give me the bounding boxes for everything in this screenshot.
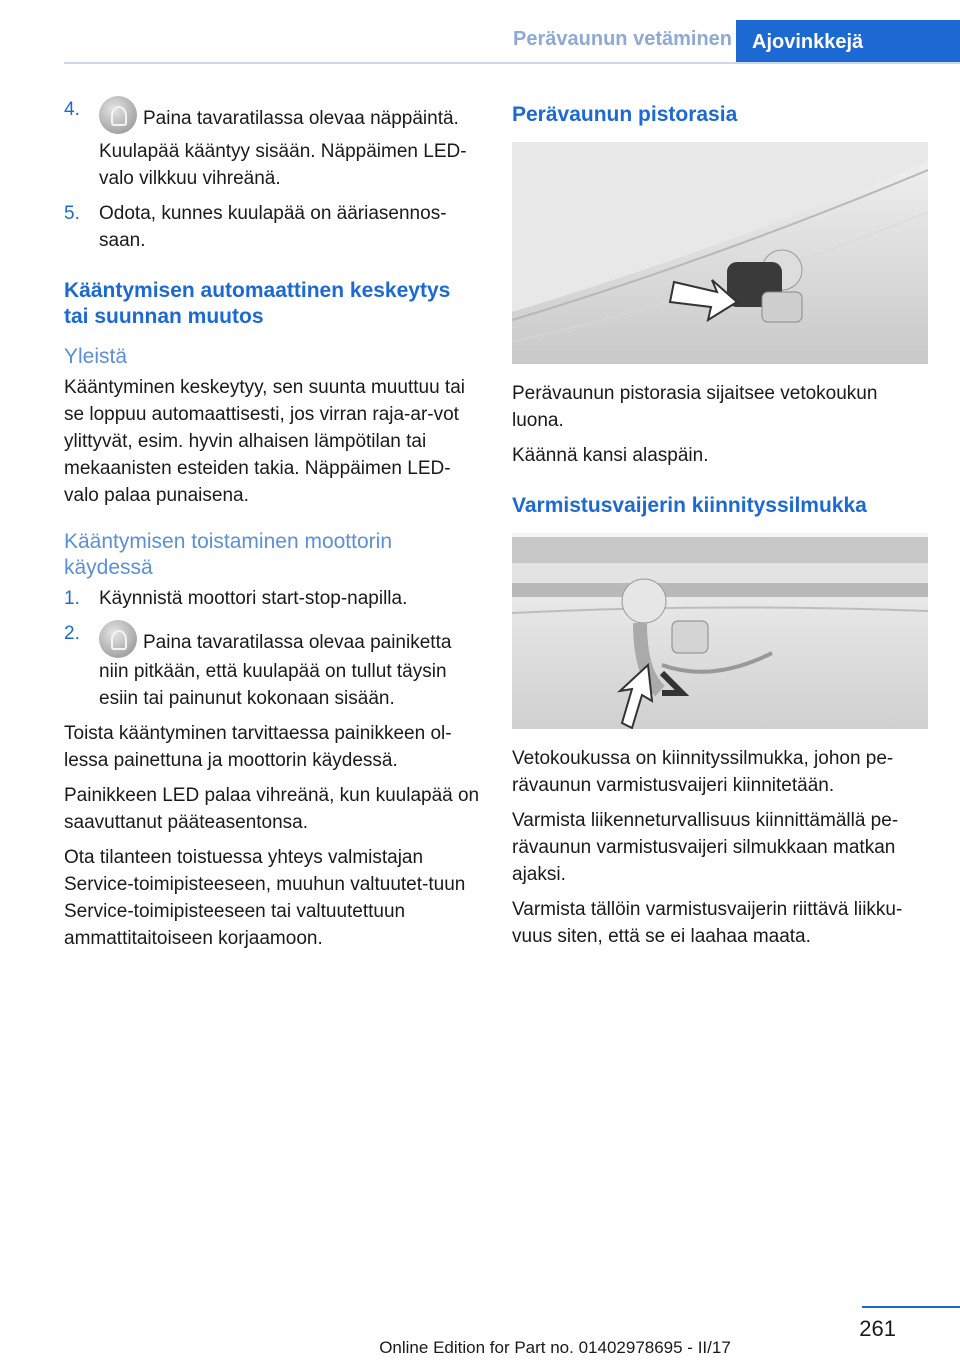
heading-trailer-socket: Perävaunun pistorasia <box>512 103 738 126</box>
heading-auto-interrupt: Kääntymisen automaattinen keskeytys tai suunnan muutos <box>64 279 451 328</box>
paragraph-general: Kääntyminen keskeytyy, sen suunta muuttuu tai se loppuu automaattisesti, jos virran raja-ar-vot ylittyvät, esim. hyvin alhaisen lämpötilan tai mekaanisten esteiden takia. Näppäimen LED-valo palaa punaisena. <box>64 377 465 506</box>
step-4 <box>64 96 480 192</box>
paragraph-safety: Varmista liikenneturvallisuus kiinnittämällä pe-rävaunun varmistusvaijeri silmukkaan matkan ajaksi. <box>512 810 899 885</box>
header-rule <box>64 62 960 64</box>
paragraph-socket-location: Perävaunun pistorasia sijaitsee vetokoukun luona. <box>512 383 878 431</box>
step-2 <box>64 620 480 712</box>
right-column <box>512 96 928 958</box>
paragraph-eyelet: Vetokoukussa on kiinnityssilmukka, johon pe-rävaunun varmistusvaijeri kiinnitetään. <box>512 748 894 796</box>
header-section-title: Perävaunun vetäminen <box>513 28 732 50</box>
trailer-socket-illustration <box>512 142 928 364</box>
step-1 <box>64 585 480 612</box>
subheading-repeat: Kääntymisen toistaminen moottorin käydessä <box>64 530 392 579</box>
step-text: Odota, kunnes kuulapää on ääriasennos-saan. <box>99 203 447 251</box>
step-5 <box>64 200 480 254</box>
paragraph-cable-slack: Varmista tällöin varmistusvaijerin riittävä liikku-vuus siten, että se ei laahaa maata. <box>512 899 903 947</box>
edition-footer: Online Edition for Part no. 01402978695 - II/17 <box>379 1338 731 1357</box>
trunk-button-icon <box>99 96 137 134</box>
subheading-general: Yleistä <box>64 345 128 368</box>
paragraph-repeat: Toista kääntyminen tarvittaessa painikkeen ol-lessa painettuna ja moottorin käydessä. <box>64 723 452 771</box>
trunk-button-icon <box>99 620 137 658</box>
heading-safety-eyelet: Varmistusvaijerin kiinnityssilmukka <box>512 494 867 517</box>
step-number: 2. <box>64 623 80 644</box>
paragraph-turn-cover: Käännä kansi alaspäin. <box>512 445 709 466</box>
header-chapter-tab: Ajovinkkejä <box>736 20 960 64</box>
step-text: Käynnistä moottori start-stop-napilla. <box>99 588 408 609</box>
step-number: 5. <box>64 203 80 224</box>
footer-rule <box>862 1306 960 1308</box>
left-column <box>64 96 480 960</box>
paragraph-service: Ota tilanteen toistuessa yhteys valmistajan Service-toimipisteeseen, muuhun valtuutet-tuun Service-toimipisteeseen tai valtuutettuun ammattitaitoiseen korjaamoon. <box>64 847 466 949</box>
page-number: 261 <box>859 1316 896 1341</box>
step-number: 1. <box>64 588 80 609</box>
paragraph-led: Painikkeen LED palaa vihreänä, kun kuulapää on saavuttanut pääteasentonsa. <box>64 785 480 833</box>
step-text: Paina tavaratilassa olevaa näppäintä. <box>99 96 480 134</box>
step-subtext: Kuulapää kääntyy sisään. Näppäimen LED-valo vilkkuu vihreänä. <box>99 141 467 189</box>
step-number: 4. <box>64 99 80 120</box>
safety-eyelet-illustration <box>512 533 928 729</box>
step-text: Paina tavaratilassa olevaa painiketta niin pitkään, että kuulapää on tullut täysin esiin tai painunut kokonaan sisään. <box>99 620 480 712</box>
